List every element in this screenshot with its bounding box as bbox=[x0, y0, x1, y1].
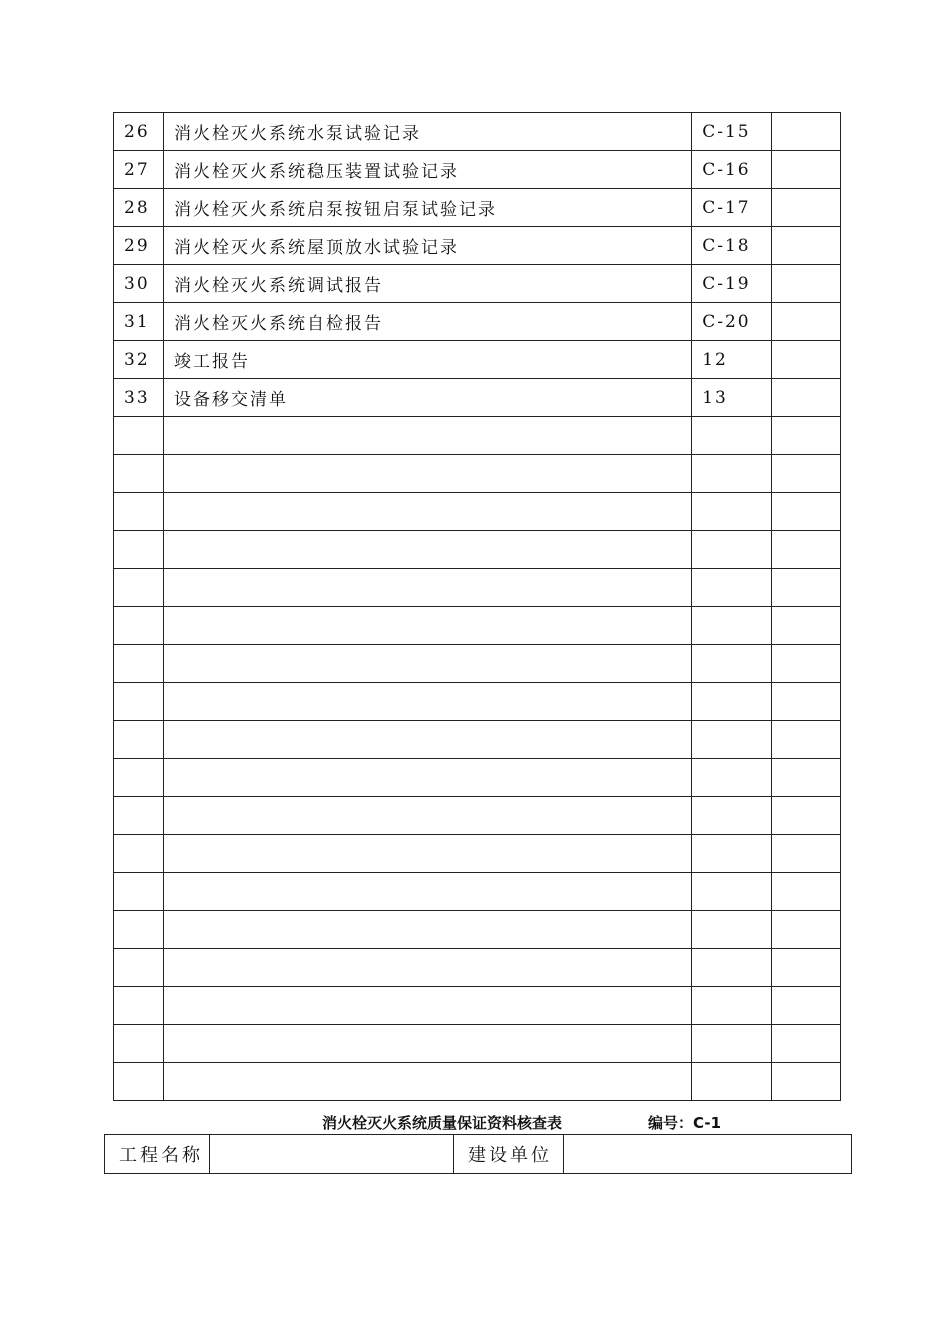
row-item-name bbox=[163, 797, 691, 835]
table-row bbox=[114, 1025, 841, 1063]
form-title-line bbox=[0, 1112, 950, 1134]
row-remark bbox=[771, 113, 840, 151]
table-row bbox=[114, 645, 841, 683]
row-item-name bbox=[163, 645, 691, 683]
row-number: 33 bbox=[114, 379, 164, 417]
row-number bbox=[114, 1025, 164, 1063]
row-item-name: 消火栓灭火系统水泵试验记录 bbox=[163, 113, 691, 151]
row-number bbox=[114, 569, 164, 607]
row-number bbox=[114, 645, 164, 683]
checklist-table bbox=[113, 112, 841, 1101]
project-info-row bbox=[105, 1135, 852, 1174]
row-remark bbox=[771, 569, 840, 607]
row-remark bbox=[771, 835, 840, 873]
row-code bbox=[692, 1025, 772, 1063]
row-number bbox=[114, 455, 164, 493]
row-remark bbox=[771, 379, 840, 417]
table-row bbox=[114, 417, 841, 455]
row-code bbox=[692, 873, 772, 911]
row-item-name bbox=[163, 1063, 691, 1101]
row-remark bbox=[771, 265, 840, 303]
table-row bbox=[114, 379, 841, 417]
row-item-name: 消火栓灭火系统自检报告 bbox=[163, 303, 691, 341]
project-name-field[interactable] bbox=[210, 1135, 454, 1174]
row-code: C-16 bbox=[692, 151, 772, 189]
row-item-name: 竣工报告 bbox=[163, 341, 691, 379]
row-code bbox=[692, 607, 772, 645]
row-remark bbox=[771, 189, 840, 227]
row-code bbox=[692, 683, 772, 721]
table-row bbox=[114, 721, 841, 759]
row-code bbox=[692, 417, 772, 455]
row-number bbox=[114, 987, 164, 1025]
row-item-name bbox=[163, 1025, 691, 1063]
row-remark bbox=[771, 493, 840, 531]
row-item-name bbox=[163, 455, 691, 493]
row-remark bbox=[771, 227, 840, 265]
row-remark bbox=[771, 949, 840, 987]
owner-field[interactable] bbox=[564, 1135, 852, 1174]
table-row bbox=[114, 113, 841, 151]
row-item-name: 消火栓灭火系统调试报告 bbox=[163, 265, 691, 303]
form-code: 编号：C-1 bbox=[648, 1114, 722, 1132]
row-remark bbox=[771, 1063, 840, 1101]
row-item-name bbox=[163, 607, 691, 645]
table-row bbox=[114, 835, 841, 873]
row-item-name: 消火栓灭火系统启泵按钮启泵试验记录 bbox=[163, 189, 691, 227]
row-number bbox=[114, 607, 164, 645]
table-row bbox=[114, 265, 841, 303]
row-code: C-15 bbox=[692, 113, 772, 151]
row-code: 13 bbox=[692, 379, 772, 417]
row-number bbox=[114, 417, 164, 455]
row-code bbox=[692, 645, 772, 683]
row-remark bbox=[771, 911, 840, 949]
table-row bbox=[114, 1063, 841, 1101]
row-code bbox=[692, 911, 772, 949]
table-row bbox=[114, 455, 841, 493]
table-row bbox=[114, 873, 841, 911]
row-item-name: 消火栓灭火系统稳压装置试验记录 bbox=[163, 151, 691, 189]
table-row bbox=[114, 759, 841, 797]
table-row bbox=[114, 303, 841, 341]
row-code: C-18 bbox=[692, 227, 772, 265]
row-number bbox=[114, 493, 164, 531]
row-remark bbox=[771, 721, 840, 759]
row-item-name: 消火栓灭火系统屋顶放水试验记录 bbox=[163, 227, 691, 265]
form-title: 消火栓灭火系统质量保证资料核查表 bbox=[322, 1114, 563, 1132]
row-number: 27 bbox=[114, 151, 164, 189]
row-code bbox=[692, 455, 772, 493]
row-item-name bbox=[163, 417, 691, 455]
row-number: 29 bbox=[114, 227, 164, 265]
row-item-name bbox=[163, 873, 691, 911]
row-item-name bbox=[163, 987, 691, 1025]
row-remark bbox=[771, 873, 840, 911]
row-number bbox=[114, 759, 164, 797]
row-code bbox=[692, 835, 772, 873]
row-item-name: 设备移交清单 bbox=[163, 379, 691, 417]
row-code bbox=[692, 1063, 772, 1101]
row-number: 32 bbox=[114, 341, 164, 379]
row-code: C-20 bbox=[692, 303, 772, 341]
row-remark bbox=[771, 607, 840, 645]
row-code bbox=[692, 987, 772, 1025]
row-number bbox=[114, 797, 164, 835]
table-row bbox=[114, 493, 841, 531]
table-row bbox=[114, 797, 841, 835]
row-remark bbox=[771, 1025, 840, 1063]
row-item-name bbox=[163, 721, 691, 759]
row-code bbox=[692, 797, 772, 835]
row-number bbox=[114, 531, 164, 569]
row-item-name bbox=[163, 569, 691, 607]
table-row bbox=[114, 569, 841, 607]
row-remark bbox=[771, 341, 840, 379]
row-number bbox=[114, 911, 164, 949]
row-remark bbox=[771, 797, 840, 835]
table-row bbox=[114, 189, 841, 227]
row-remark bbox=[771, 531, 840, 569]
row-number bbox=[114, 1063, 164, 1101]
row-remark bbox=[771, 303, 840, 341]
row-item-name bbox=[163, 835, 691, 873]
row-number bbox=[114, 949, 164, 987]
row-item-name bbox=[163, 493, 691, 531]
row-number: 30 bbox=[114, 265, 164, 303]
row-code bbox=[692, 493, 772, 531]
row-remark bbox=[771, 645, 840, 683]
table-row bbox=[114, 607, 841, 645]
row-code: 12 bbox=[692, 341, 772, 379]
row-item-name bbox=[163, 949, 691, 987]
row-code bbox=[692, 569, 772, 607]
row-item-name bbox=[163, 531, 691, 569]
checklist-body bbox=[114, 113, 841, 1101]
row-code: C-19 bbox=[692, 265, 772, 303]
table-row bbox=[114, 683, 841, 721]
row-remark bbox=[771, 759, 840, 797]
row-code bbox=[692, 949, 772, 987]
row-number: 26 bbox=[114, 113, 164, 151]
row-remark bbox=[771, 417, 840, 455]
row-remark bbox=[771, 987, 840, 1025]
row-code: C-17 bbox=[692, 189, 772, 227]
row-number bbox=[114, 683, 164, 721]
table-row bbox=[114, 987, 841, 1025]
row-number bbox=[114, 873, 164, 911]
table-row bbox=[114, 531, 841, 569]
project-name-label: 工程名称 bbox=[105, 1135, 210, 1174]
row-remark bbox=[771, 455, 840, 493]
row-item-name bbox=[163, 911, 691, 949]
row-item-name bbox=[163, 759, 691, 797]
row-code bbox=[692, 721, 772, 759]
row-number bbox=[114, 835, 164, 873]
project-info-table bbox=[104, 1134, 852, 1174]
row-code bbox=[692, 759, 772, 797]
row-number bbox=[114, 721, 164, 759]
row-code bbox=[692, 531, 772, 569]
row-number: 31 bbox=[114, 303, 164, 341]
owner-label: 建设单位 bbox=[454, 1135, 564, 1174]
row-remark bbox=[771, 151, 840, 189]
row-remark bbox=[771, 683, 840, 721]
table-row bbox=[114, 911, 841, 949]
table-row bbox=[114, 949, 841, 987]
table-row bbox=[114, 341, 841, 379]
row-item-name bbox=[163, 683, 691, 721]
table-row bbox=[114, 151, 841, 189]
row-number: 28 bbox=[114, 189, 164, 227]
table-row bbox=[114, 227, 841, 265]
